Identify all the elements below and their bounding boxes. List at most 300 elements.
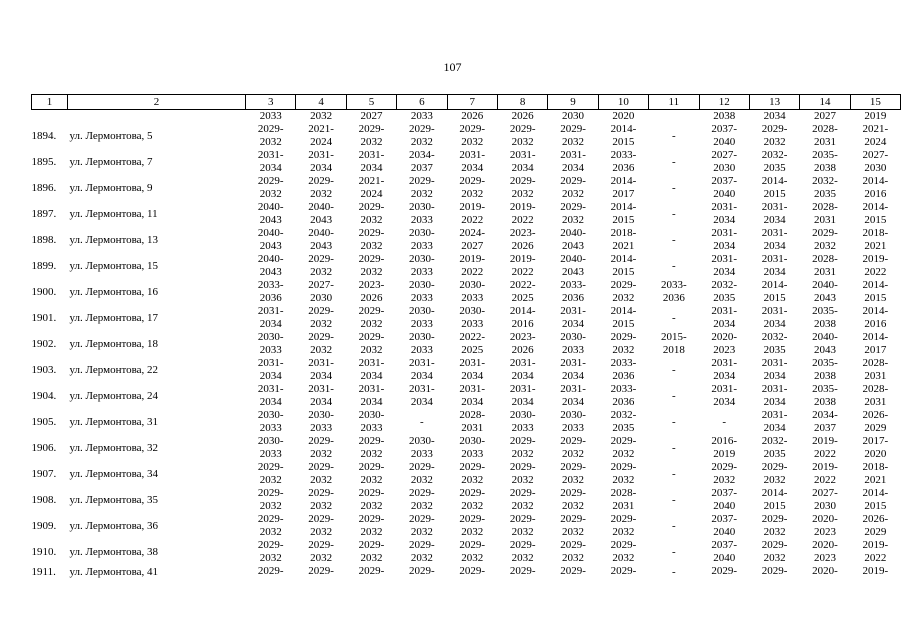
- year-range-cell: 2014- 2016: [509, 305, 536, 330]
- year-range-cell: 2031- 2034: [509, 149, 536, 174]
- year-range-cell: 2030- 2033: [257, 331, 284, 356]
- table-row: [32, 305, 901, 331]
- row-number: 1895.: [31, 155, 57, 168]
- year-range-cell: 2016- 2019: [711, 435, 738, 460]
- table-row: [32, 175, 901, 201]
- year-range-cell: 2030- 2033: [409, 253, 435, 278]
- year-range-cell: 2029-: [459, 565, 486, 577]
- year-range-cell: 2014- 2015: [761, 175, 788, 200]
- year-range-cell: 2032- 2035: [761, 331, 788, 356]
- year-range-cell: 2029- 2032: [358, 201, 385, 226]
- row-number: 1909.: [31, 519, 57, 532]
- year-range-cell: 2029- 2032: [459, 487, 486, 512]
- table-row: [32, 253, 901, 279]
- row-number: 1894.: [31, 129, 57, 142]
- year-cell: 2032: [310, 110, 333, 122]
- year-range-cell: 2040- 2043: [308, 201, 334, 226]
- year-range-cell: 2029- 2032: [560, 461, 586, 486]
- year-range-cell: 2029- 2032: [761, 539, 788, 564]
- year-range-cell: 2029- 2032: [560, 435, 586, 460]
- year-range-cell: 2026- 2029: [862, 409, 889, 434]
- year-cell: [649, 110, 699, 124]
- year-range-cell: 2030- 2033: [409, 227, 435, 252]
- year-range-cell: 2029- 2032: [257, 487, 284, 512]
- year-range-cell: 2029- 2032: [509, 175, 536, 200]
- table-row: [32, 331, 901, 357]
- year-range-cell: 2018- 2021: [862, 461, 889, 486]
- year-range-cell: 2021- 2024: [862, 123, 889, 148]
- year-range-cell: 2031- 2034: [711, 305, 738, 330]
- year-range-cell: 2020- 2023: [812, 513, 838, 538]
- year-range-cell: 2040- 2043: [308, 227, 334, 252]
- year-range-cell: 2031- 2034: [761, 383, 788, 408]
- year-range-cell: 2030- 2033: [409, 201, 435, 226]
- year-range-cell: -: [671, 493, 676, 506]
- year-range-cell: 2031- 2034: [358, 357, 385, 382]
- year-range-cell: 2014- 2016: [862, 175, 889, 200]
- year-range-cell: 2029- 2032: [711, 461, 738, 486]
- year-range-cell: 2031- 2034: [509, 357, 536, 382]
- column-header: 5: [346, 95, 396, 110]
- year-range-cell: 2029- 2032: [308, 461, 334, 486]
- year-range-cell: 2029-: [711, 565, 738, 577]
- year-range-cell: 2031- 2034: [560, 383, 586, 408]
- row-number: 1907.: [31, 467, 57, 480]
- column-header: 9: [548, 95, 598, 110]
- year-cell: 2030: [562, 110, 585, 122]
- year-range-cell: 2029- 2032: [358, 487, 385, 512]
- year-range-cell: 2029- 2032: [761, 461, 788, 486]
- year-range-cell: 2029- 2032: [308, 253, 334, 278]
- year-range-cell: 2021- 2024: [308, 123, 334, 148]
- row-number: 1904.: [31, 389, 57, 402]
- row-number: 1898.: [31, 233, 57, 246]
- year-range-cell: 2029- 2032: [610, 513, 637, 538]
- year-range-cell: 2029- 2032: [610, 539, 637, 564]
- table-row: [32, 461, 901, 487]
- year-range-cell: 2014- 2015: [610, 201, 637, 226]
- year-range-cell: 2029- 2032: [409, 539, 435, 564]
- year-range-cell: 2023- 2026: [509, 331, 536, 356]
- address: ул. Лермонтова, 7: [69, 155, 153, 168]
- year-range-cell: -: [671, 519, 676, 532]
- year-range-cell: 2040- 2043: [257, 201, 284, 226]
- column-header: 4: [296, 95, 346, 110]
- year-range-cell: 2019- 2022: [509, 201, 536, 226]
- year-cell: 2033: [410, 110, 433, 122]
- year-range-cell: -: [671, 415, 676, 428]
- year-cell: 2026: [511, 110, 534, 122]
- year-range-cell: 2029- 2032: [560, 539, 586, 564]
- year-range-cell: 2023- 2026: [358, 279, 385, 304]
- year-range-cell: 2014- 2017: [862, 331, 889, 356]
- row-number: 1906.: [31, 441, 57, 454]
- year-range-cell: 2029- 2032: [358, 435, 385, 460]
- year-range-cell: 2029- 2032: [308, 513, 334, 538]
- address: ул. Лермонтова, 18: [69, 337, 159, 350]
- year-range-cell: 2030- 2033: [409, 435, 435, 460]
- table-row: [32, 513, 901, 539]
- table-row: [32, 201, 901, 227]
- year-range-cell: 2032- 2035: [761, 435, 788, 460]
- year-range-cell: 2029- 2032: [358, 123, 385, 148]
- year-range-cell: -: [671, 207, 676, 220]
- year-range-cell: 2029- 2032: [560, 513, 586, 538]
- year-range-cell: -: [671, 259, 676, 272]
- year-range-cell: -: [420, 415, 424, 428]
- year-range-cell: -: [671, 181, 676, 194]
- year-range-cell: 2029-: [560, 565, 586, 577]
- column-header: 15: [850, 95, 900, 110]
- row-number: 1902.: [31, 337, 57, 350]
- table-row: [32, 409, 901, 435]
- year-range-cell: 2029- 2032: [459, 539, 486, 564]
- year-range-cell: 2029- 2032: [509, 435, 536, 460]
- year-range-cell: 2028- 2031: [812, 123, 838, 148]
- year-range-cell: 2031- 2034: [509, 383, 536, 408]
- year-range-cell: 2031- 2034: [459, 149, 486, 174]
- row-number: 1901.: [31, 311, 57, 324]
- year-range-cell: 2029-: [358, 565, 385, 577]
- year-range-cell: 2031- 2034: [761, 357, 788, 382]
- year-range-cell: 2029- 2032: [409, 175, 435, 200]
- year-range-cell: 2014- 2016: [862, 305, 889, 330]
- year-range-cell: 2030- 2033: [560, 331, 586, 356]
- year-range-cell: 2028- 2031: [862, 357, 889, 382]
- year-range-cell: 2015- 2018: [660, 331, 687, 356]
- year-range-cell: -: [671, 467, 676, 480]
- table-row: [32, 123, 901, 149]
- year-cell: 2033: [259, 110, 282, 122]
- year-range-cell: 2030- 2033: [257, 435, 284, 460]
- year-range-cell: 2029- 2032: [761, 123, 788, 148]
- table-row: [32, 565, 901, 579]
- year-range-cell: 2027- 2030: [862, 149, 889, 174]
- year-range-cell: 2032- 2035: [812, 175, 838, 200]
- year-range-cell: 2031- 2034: [257, 149, 284, 174]
- address: ул. Лермонтова, 11: [69, 207, 158, 220]
- table-row: [32, 383, 901, 409]
- year-range-cell: 2029- 2032: [409, 461, 435, 486]
- year-range-cell: 2024- 2027: [459, 227, 486, 252]
- year-range-cell: 2030- 2033: [409, 279, 435, 304]
- column-header: 7: [447, 95, 497, 110]
- table-body: [32, 110, 901, 580]
- year-range-cell: 2033- 2036: [610, 357, 637, 382]
- row-number: 1903.: [31, 363, 57, 376]
- year-range-cell: 2032- 2035: [761, 149, 788, 174]
- year-range-cell: 2034- 2037: [409, 149, 435, 174]
- continued-row: [32, 110, 901, 124]
- year-range-cell: 2037- 2040: [711, 539, 738, 564]
- address: ул. Лермонтова, 9: [69, 181, 153, 194]
- address: ул. Лермонтова, 16: [69, 285, 159, 298]
- year-range-cell: 2031- 2034: [761, 201, 788, 226]
- year-range-cell: 2029- 2032: [358, 539, 385, 564]
- year-range-cell: 2029- 2032: [257, 175, 284, 200]
- year-range-cell: 2040- 2043: [560, 227, 586, 252]
- row-number: 1905.: [31, 415, 57, 428]
- year-range-cell: 2022- 2025: [509, 279, 536, 304]
- year-range-cell: 2031- 2034: [358, 383, 385, 408]
- year-range-cell: 2029- 2032: [560, 123, 586, 148]
- year-range-cell: 2029- 2032: [308, 305, 334, 330]
- year-range-cell: 2029- 2032: [308, 331, 334, 356]
- row-number: 1911.: [31, 565, 56, 578]
- year-range-cell: 2029- 2032: [509, 513, 536, 538]
- header-row: [32, 95, 901, 110]
- year-range-cell: 2030- 2033: [409, 305, 435, 330]
- column-header: 3: [246, 95, 296, 110]
- year-range-cell: -: [671, 545, 676, 558]
- year-range-cell: 2037- 2040: [711, 123, 738, 148]
- year-range-cell: 2040- 2043: [812, 279, 838, 304]
- year-range-cell: 2029- 2032: [812, 227, 838, 252]
- row-number: 1908.: [31, 493, 57, 506]
- year-range-cell: 2014- 2015: [862, 201, 889, 226]
- year-range-cell: 2020-: [812, 565, 838, 577]
- year-range-cell: -: [671, 389, 676, 402]
- table-row: [32, 357, 901, 383]
- year-range-cell: 2029- 2032: [358, 305, 385, 330]
- year-range-cell: 2020- 2023: [812, 539, 838, 564]
- year-range-cell: 2031- 2034: [761, 253, 788, 278]
- year-range-cell: 2029- 2032: [459, 513, 486, 538]
- year-range-cell: 2031- 2034: [711, 357, 738, 382]
- year-range-cell: 2035- 2038: [812, 383, 838, 408]
- year-range-cell: 2033- 2036: [560, 279, 586, 304]
- year-range-cell: 2029-: [610, 565, 637, 577]
- year-range-cell: 2029- 2032: [610, 435, 637, 460]
- year-range-cell: 2028- 2031: [812, 201, 838, 226]
- year-range-cell: 2019- 2022: [509, 253, 536, 278]
- year-range-cell: 2029- 2032: [358, 461, 385, 486]
- year-range-cell: 2031- 2034: [308, 149, 334, 174]
- year-range-cell: 2031- 2034: [711, 253, 738, 278]
- address: ул. Лермонтова, 5: [69, 129, 153, 142]
- year-range-cell: 2029- 2032: [308, 435, 334, 460]
- year-range-cell: 2026- 2029: [862, 513, 889, 538]
- year-range-cell: 2037- 2040: [711, 487, 738, 512]
- year-cell: 2034: [763, 110, 786, 122]
- year-range-cell: 2029- 2032: [761, 513, 788, 538]
- year-range-cell: 2031- 2034: [711, 227, 738, 252]
- address: ул. Лермонтова, 24: [69, 389, 159, 402]
- year-range-cell: 2029- 2032: [610, 331, 637, 356]
- year-range-cell: 2018- 2021: [610, 227, 637, 252]
- year-range-cell: 2028- 2031: [610, 487, 637, 512]
- renovation-schedule-table: [31, 94, 901, 579]
- year-range-cell: 2018- 2021: [862, 227, 889, 252]
- year-range-cell: 2019-: [862, 565, 889, 577]
- year-range-cell: 2037- 2040: [711, 513, 738, 538]
- address: ул. Лермонтова, 22: [69, 363, 159, 376]
- year-range-cell: 2019- 2022: [459, 201, 486, 226]
- year-range-cell: 2031- 2034: [459, 383, 486, 408]
- year-range-cell: 2029- 2032: [459, 461, 486, 486]
- year-range-cell: 2033- 2036: [610, 149, 637, 174]
- table-row: [32, 227, 901, 253]
- year-range-cell: 2029-: [257, 565, 284, 577]
- table-row: [32, 149, 901, 175]
- year-range-cell: 2029- 2032: [459, 123, 486, 148]
- year-range-cell: 2022- 2025: [459, 331, 486, 356]
- year-range-cell: 2029-: [761, 565, 788, 577]
- year-range-cell: 2031- 2034: [459, 357, 486, 382]
- year-range-cell: 2030- 2033: [358, 409, 385, 434]
- year-range-cell: 2030- 2033: [509, 409, 536, 434]
- year-range-cell: 2037- 2040: [711, 175, 738, 200]
- year-range-cell: 2031- 2034: [308, 357, 334, 382]
- year-range-cell: 2029- 2032: [257, 513, 284, 538]
- year-range-cell: 2031- 2034: [257, 305, 284, 330]
- column-header: 12: [699, 95, 749, 110]
- year-range-cell: 2028- 2031: [862, 383, 889, 408]
- year-range-cell: -: [671, 129, 676, 142]
- year-range-cell: 2029- 2032: [509, 487, 536, 512]
- year-range-cell: 2031- 2034: [761, 305, 788, 330]
- row-number: 1899.: [31, 259, 57, 272]
- column-header: 6: [397, 95, 447, 110]
- year-range-cell: 2030- 2033: [257, 409, 284, 434]
- year-range-cell: 2030- 2033: [560, 409, 586, 434]
- year-range-cell: 2029- 2032: [560, 487, 586, 512]
- address: ул. Лермонтова, 31: [69, 415, 159, 428]
- year-range-cell: 2019- 2022: [862, 253, 889, 278]
- year-range-cell: 2029- 2032: [610, 461, 637, 486]
- address: ул. Лермонтова, 32: [69, 441, 159, 454]
- year-range-cell: 2031- 2034: [358, 149, 385, 174]
- address: ул. Лермонтова, 15: [69, 259, 159, 272]
- year-cell: 2027: [360, 110, 383, 122]
- year-range-cell: 2033- 2036: [660, 279, 687, 304]
- year-range-cell: 2035- 2038: [812, 149, 838, 174]
- year-range-cell: 2040- 2043: [257, 227, 284, 252]
- column-header: 10: [598, 95, 648, 110]
- address: ул. Лермонтова, 36: [69, 519, 159, 532]
- year-range-cell: 2029-: [308, 565, 334, 577]
- year-range-cell: 2029- 2032: [610, 279, 637, 304]
- year-range-cell: 2028- 2031: [459, 409, 486, 434]
- year-range-cell: 2029- 2032: [409, 123, 435, 148]
- year-range-cell: 2027- 2030: [711, 149, 738, 174]
- year-range-cell: 2019- 2022: [862, 539, 889, 564]
- year-range-cell: 2029- 2032: [358, 513, 385, 538]
- year-range-cell: 2017- 2020: [862, 435, 889, 460]
- year-cell: 2020: [612, 110, 635, 122]
- year-range-cell: 2029- 2032: [560, 201, 586, 226]
- table-row: [32, 279, 901, 305]
- year-range-cell: 2028- 2031: [812, 253, 838, 278]
- address: ул. Лермонтова, 38: [69, 545, 159, 558]
- year-range-cell: -: [722, 415, 727, 428]
- year-range-cell: 2020- 2023: [711, 331, 738, 356]
- year-range-cell: 2031- 2034: [560, 149, 586, 174]
- year-cell: 2026: [461, 110, 484, 122]
- address: ул. Лермонтова, 17: [69, 311, 159, 324]
- year-range-cell: 2014- 2015: [761, 279, 788, 304]
- year-range-cell: 2019- 2022: [459, 253, 486, 278]
- year-range-cell: 2031- 2034: [409, 383, 435, 408]
- year-range-cell: 2035- 2038: [812, 305, 838, 330]
- year-range-cell: 2033- 2036: [610, 383, 637, 408]
- year-range-cell: 2029- 2032: [358, 227, 385, 252]
- year-range-cell: 2014- 2015: [862, 279, 889, 304]
- year-range-cell: 2031- 2034: [761, 227, 788, 252]
- column-header: 13: [749, 95, 799, 110]
- year-range-cell: 2027- 2030: [812, 487, 838, 512]
- address: ул. Лермонтова, 41: [69, 565, 159, 578]
- year-range-cell: 2035- 2038: [812, 357, 838, 382]
- year-range-cell: 2029- 2032: [308, 487, 334, 512]
- year-range-cell: 2030- 2033: [459, 305, 486, 330]
- year-range-cell: 2014- 2015: [862, 487, 889, 512]
- column-header: 8: [497, 95, 547, 110]
- year-range-cell: 2029- 2032: [459, 175, 486, 200]
- table-row: [32, 435, 901, 461]
- year-range-cell: 2030- 2033: [459, 435, 486, 460]
- row-number: 1910.: [31, 545, 57, 558]
- year-range-cell: 2029- 2032: [358, 253, 385, 278]
- year-range-cell: 2023- 2026: [509, 227, 536, 252]
- row-number: 1900.: [31, 285, 57, 298]
- column-header: 2: [68, 95, 246, 110]
- year-range-cell: 2029- 2032: [509, 539, 536, 564]
- table-row: [32, 487, 901, 513]
- year-range-cell: 2014- 2015: [610, 123, 637, 148]
- year-range-cell: 2019- 2022: [812, 435, 838, 460]
- year-range-cell: 2031- 2034: [409, 357, 435, 382]
- year-range-cell: 2014- 2015: [761, 487, 788, 512]
- year-range-cell: 2014- 2015: [610, 305, 637, 330]
- year-range-cell: 2040- 2043: [560, 253, 586, 278]
- year-range-cell: 2030- 2033: [409, 331, 435, 356]
- year-range-cell: 2029- 2032: [358, 331, 385, 356]
- year-range-cell: 2040- 2043: [257, 253, 284, 278]
- year-range-cell: 2029- 2032: [409, 487, 435, 512]
- year-range-cell: 2019- 2022: [812, 461, 838, 486]
- year-range-cell: 2014- 2015: [610, 253, 637, 278]
- year-range-cell: 2032- 2035: [711, 279, 738, 304]
- year-range-cell: 2031- 2034: [308, 383, 334, 408]
- year-range-cell: -: [671, 441, 676, 454]
- year-range-cell: 2040- 2043: [812, 331, 838, 356]
- year-range-cell: 2029- 2032: [257, 123, 284, 148]
- year-range-cell: 2032- 2035: [610, 409, 637, 434]
- column-header: 14: [800, 95, 850, 110]
- year-range-cell: 2030- 2033: [308, 409, 334, 434]
- year-cell: 2027: [813, 110, 836, 122]
- year-range-cell: 2027- 2030: [308, 279, 334, 304]
- column-header: 11: [649, 95, 699, 110]
- address: ул. Лермонтова, 13: [69, 233, 159, 246]
- year-range-cell: 2030- 2033: [459, 279, 486, 304]
- table-row: [32, 539, 901, 565]
- row-number: 1897.: [31, 207, 57, 220]
- year-range-cell: 2031- 2034: [560, 305, 586, 330]
- year-range-cell: 2031- 2034: [257, 383, 284, 408]
- year-range-cell: 2031- 2034: [761, 409, 788, 434]
- year-range-cell: 2031- 2034: [560, 357, 586, 382]
- year-range-cell: 2031- 2034: [711, 383, 738, 408]
- year-range-cell: 2029- 2032: [308, 539, 334, 564]
- year-range-cell: -: [671, 233, 676, 246]
- year-range-cell: 2031- 2034: [711, 201, 738, 226]
- year-range-cell: 2021- 2024: [358, 175, 385, 200]
- address: ул. Лермонтова, 34: [69, 467, 159, 480]
- year-range-cell: -: [671, 363, 676, 376]
- year-range-cell: 2033- 2036: [257, 279, 284, 304]
